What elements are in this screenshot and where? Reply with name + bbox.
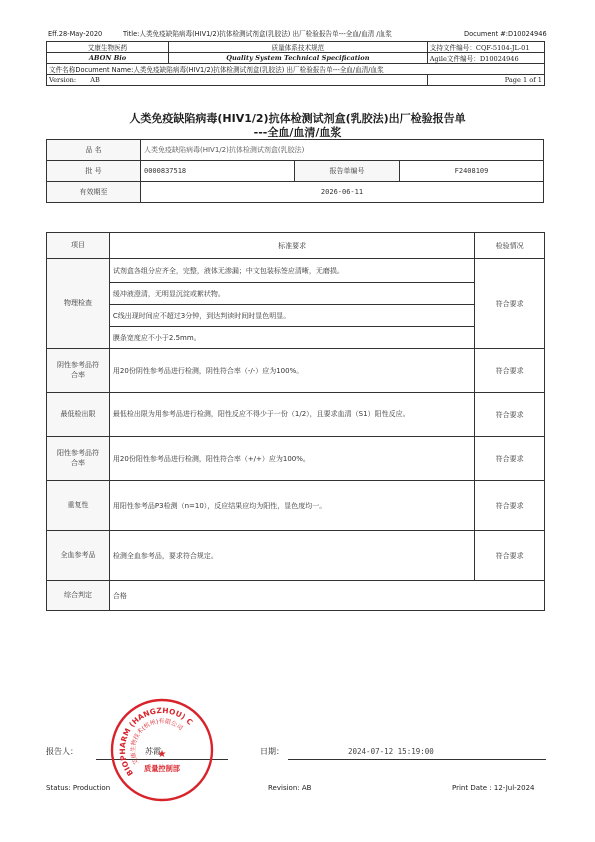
reporter-label: 报告人： <box>46 747 78 756</box>
product-info-table <box>46 139 544 203</box>
physical-line-1: 试剂盒各组分应齐全，完整，液体无渗漏；中文包装标签应清晰，无磨损。 <box>109 259 474 283</box>
wholeblood-result: 符合要求 <box>475 531 545 581</box>
repeatability-result: 符合要求 <box>475 481 545 531</box>
document-name-row <box>47 64 545 75</box>
negative-label <box>47 349 110 393</box>
seal-arc-cn: 艾康生物技术(杭州)有限公司 <box>129 717 184 766</box>
date-label: 日期： <box>260 747 284 756</box>
print-date-text: Print Date : 12-Jul-2024 <box>452 784 535 792</box>
document-number: Document #:D10024946 <box>464 30 547 38</box>
seal-arc-en: BIOPHARM (HANGZHOU) CO.,LTD. <box>117 705 195 778</box>
page-number: Page 1 of 1 <box>427 75 544 86</box>
report-number-label: 报告单编号 <box>295 161 400 182</box>
product-value: 人类免疫缺陷病毒(HIV1/2)抗体检测试剂盒(乳胶法) <box>141 140 544 161</box>
conclusion-label: 综合判定 <box>47 581 110 611</box>
reporter-value: 苏霞 <box>145 747 161 756</box>
lod-text: 最低检出限为用参考品进行检测，阳性反应不得少于一份（1/2），且要求血清（S1）阳性反应。 <box>109 393 474 437</box>
wholeblood-label: 全血参考品 <box>47 531 110 581</box>
lod-label: 最低检出限 <box>47 393 110 437</box>
revision-text: Revision: AB <box>268 784 312 792</box>
doc-title-line: Title:人类免疫缺陷病毒(HIV1/2)抗体检测试剂盒(乳胶法) 出厂检验报告单---全血/血清 /血浆 <box>123 30 392 38</box>
batch-value: 0000837518 <box>141 161 295 182</box>
positive-result: 符合要求 <box>475 437 545 481</box>
report-number-value: F2408109 <box>400 161 544 182</box>
physical-line-3: C线出现时间应不超过3分钟，到达判读时间时显色明显。 <box>109 305 474 327</box>
agile-document: Agile文件编号：D10024946 <box>427 53 544 64</box>
inspection-table <box>46 232 545 611</box>
batch-label: 批 号 <box>47 161 141 182</box>
seal-graphic <box>109 697 215 803</box>
negative-label-text: 阴性参考品符合率 <box>56 361 99 379</box>
positive-label <box>47 437 110 481</box>
expiry-value: 2026-06-11 <box>141 182 544 203</box>
header-item: 项目 <box>47 233 110 259</box>
header-result: 检验情况 <box>475 233 545 259</box>
seal-center-text: 质量控制部 <box>144 764 180 773</box>
wholeblood-text: 检测全血参考品，要求符合规定。 <box>109 531 474 581</box>
status-text: Status: Production <box>46 784 111 792</box>
seal-star-icon: ★ <box>157 749 167 760</box>
reference-document: 支持文件编号：CQF-5104-JL-01 <box>427 42 544 53</box>
document-name-value: 人类免疫缺陷病毒(HIV1/2)抗体检测试剂盒(乳胶法) 出厂检验报告单---全血/血清/血浆 <box>133 66 384 74</box>
date-value: 2024-07-12 15:19:00 <box>348 747 434 756</box>
version-label: Version: <box>49 76 77 84</box>
positive-label-text: 阳性参考品符合率 <box>56 449 99 467</box>
report-title: 人类免疫缺陷病毒(HIV1/2)抗体检测试剂盒(乳胶法)出厂检验报告单 <box>129 112 466 125</box>
conclusion-text: 合格 <box>109 581 544 611</box>
negative-text: 用20份阴性参考品进行检测，阴性符合率（-/-）应为100%。 <box>109 349 474 393</box>
physical-line-2: 缓冲液澄清，无明显沉淀或絮状物。 <box>109 283 474 305</box>
physical-result: 符合要求 <box>475 259 545 349</box>
company-seal <box>109 697 215 803</box>
physical-line-4: 膜条宽度应不小于2.5mm。 <box>109 327 474 349</box>
effective-date: Eff.28-May-2020 <box>48 30 103 38</box>
expiry-label: 有效期至 <box>47 182 141 203</box>
product-label: 品 名 <box>47 140 141 161</box>
lod-result: 符合要求 <box>475 393 545 437</box>
report-subtitle: ---全血/血清/血浆 <box>253 126 342 139</box>
qms-en: Quality System Technical Specification <box>168 53 427 64</box>
document-header <box>46 41 545 86</box>
header-standard: 标准要求 <box>109 233 474 259</box>
qms-cn: 质量体系技术规范 <box>168 42 427 53</box>
physical-label: 物理检查 <box>47 259 110 349</box>
version-value: AB <box>90 76 100 84</box>
company-cn: 艾康生物医药 <box>47 42 169 53</box>
date-underline <box>288 759 546 760</box>
version-cell <box>47 75 428 86</box>
repeatability-text: 用阳性参考品P3检测（n=10），反应结果应均为阳性，显色度均一。 <box>109 481 474 531</box>
negative-result: 符合要求 <box>475 349 545 393</box>
repeatability-label: 重复性 <box>47 481 110 531</box>
positive-text: 用20份阳性参考品进行检测，阳性符合率（+/+）应为100%。 <box>109 437 474 481</box>
document-name-label: 文件名称Document Name: <box>49 66 134 74</box>
company-en: ABON Bio <box>47 53 169 64</box>
